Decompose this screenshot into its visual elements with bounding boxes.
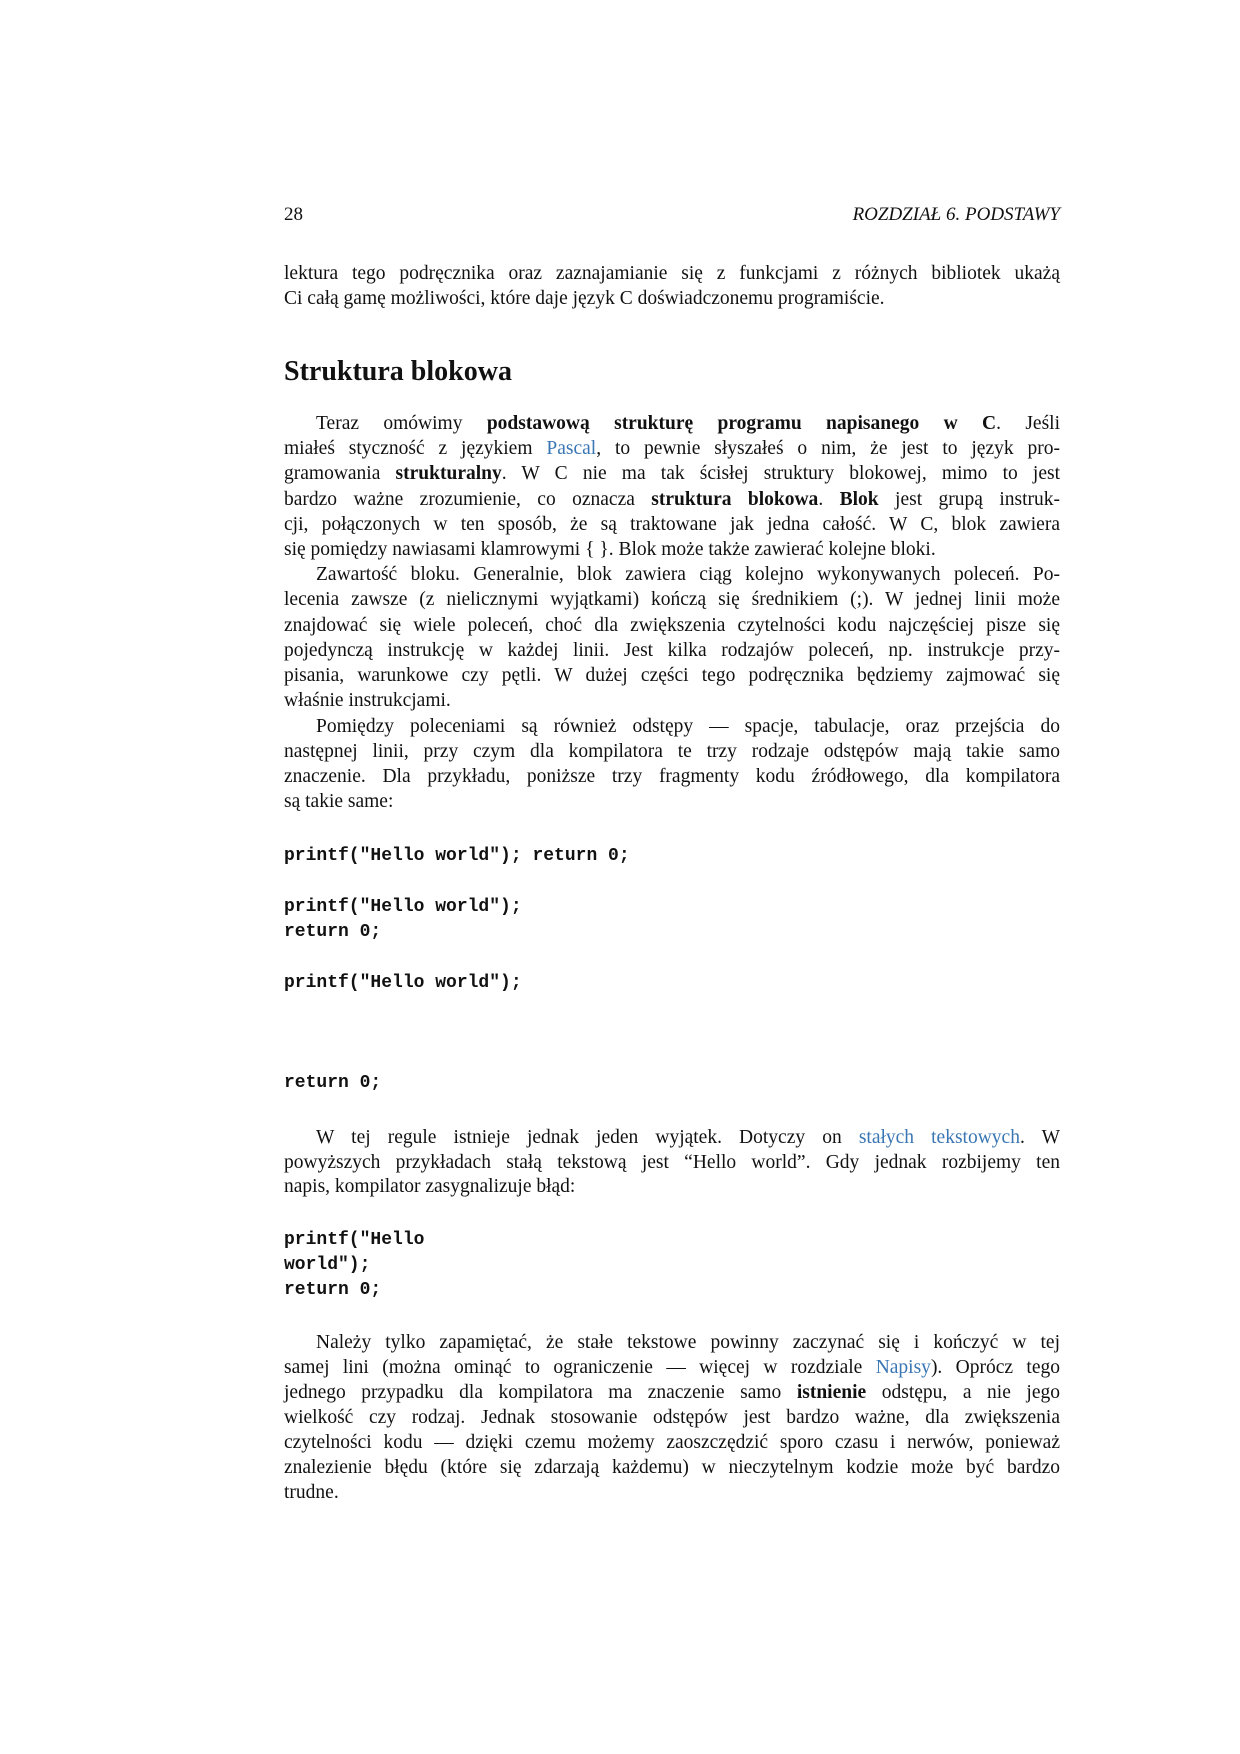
text: . Jeśli [996,413,1061,434]
paragraph-line [284,488,1060,512]
section-title: Struktura blokowa [284,356,512,387]
text: . W [1019,1127,1060,1148]
text: się pomiędzy nawiasami klamrowymi { }. Blok może także zawierać kolejne bloki. [284,539,936,560]
code-line: return 0; [284,1280,382,1300]
text: jest grupą instruk- [878,489,1060,510]
link[interactable]: Napisy [875,1357,931,1378]
bold-text: strukturalny [395,463,502,484]
text: gramowania [284,463,396,484]
paragraph-line [284,614,1060,638]
text: Ci całą gamę możliwości, które daje język C doświadczonemu programiście. [284,288,885,309]
paragraph-line [284,287,1060,311]
paragraph-line [284,790,1060,814]
text: lecenia zawsze (z nielicznymi wyjątkami) kończą się średnikiem (;). W jednej linii może [284,589,1060,610]
code-line: world"); [284,1255,371,1275]
text: . [818,489,840,510]
paragraph-line [284,1406,1060,1430]
text: Teraz omówimy [316,413,487,434]
paragraph-line [284,513,1060,537]
text: czytelności kodu — dzięki czemu możemy zaoszczędzić sporo czasu i nerwów, ponieważ [284,1432,1060,1453]
text: znaczenie. Dla przykładu, poniższe trzy fragmenty kodu źródłowego, dla kompilatora [284,766,1060,787]
text: bardzo ważne zrozumienie, co oznacza [284,489,652,510]
text: . W C nie ma tak ścisłej struktury blokowej, mimo to jest [501,463,1060,484]
text: pojedynczą instrukcję w każdej linii. Jest kilka rodzajów poleceń, np. instrukcje przy- [284,640,1060,661]
text: , to pewnie słyszałeś o nim, że jest to język pro- [596,438,1060,459]
text: jednego przypadku dla kompilatora ma znaczenie samo [284,1382,797,1403]
paragraph-line [316,412,1060,436]
paragraph-line [316,715,1060,739]
text: właśnie instrukcjami. [284,690,451,711]
text: pisania, warunkowe czy pętli. W dużej części tego podręcznika będziemy zajmować się [284,665,1060,686]
text: są takie same: [284,791,394,812]
paragraph-line [284,1175,1060,1199]
paragraph-line [284,1381,1060,1405]
code-line: return 0; [284,1073,382,1093]
text: następnej linii, przy czym dla kompilatora te trzy rodzaje odstępów mają takie samo [284,741,1060,762]
text: samej lini (można ominąć to ograniczenie — więcej w rozdziale [284,1357,876,1378]
code-line: printf("Hello world"); [284,973,522,993]
text: W tej regule istnieje jednak jeden wyjątek. Dotyczy on [316,1127,859,1148]
text: Pomiędzy poleceniami są również odstępy — spacje, tabulacje, oraz przejścia do [316,716,1060,737]
running-header: ROZDZIAŁ 6. PODSTAWY [852,204,1060,225]
paragraph-line [284,1151,1060,1175]
text: znalezienie błędu (które się zdarzają każdemu) w nieczytelnym kodzie może być bardzo [284,1457,1060,1478]
paragraph-line [284,437,1060,461]
link[interactable]: Pascal [546,438,597,459]
link[interactable]: stałych tekstowych [858,1127,1020,1148]
code-line: return 0; [284,922,382,942]
paragraph-line [284,588,1060,612]
text: Należy tylko zapamiętać, że stałe tekstowe powinny zaczynać się i kończyć w tej [316,1332,1060,1353]
text: Zawartość bloku. Generalnie, blok zawiera ciąg kolejno wykonywanych poleceń. Po- [316,564,1060,585]
paragraph-line [284,1356,1060,1380]
paragraph-line [284,639,1060,663]
paragraph-line [284,765,1060,789]
paragraph-line [284,740,1060,764]
paragraph-line [284,689,1060,713]
text: miałeś styczność z językiem [284,438,547,459]
paragraph-line [284,1481,1060,1505]
text: powyższych przykładach stałą tekstową jest “Hello world”. Gdy jednak rozbijemy ten [284,1152,1060,1173]
page-number: 28 [284,204,303,225]
paragraph-line [284,1456,1060,1480]
code-line: printf("Hello world"); [284,897,522,917]
text: trudne. [284,1482,339,1503]
code-line: printf("Hello world"); return 0; [284,846,630,866]
paragraph-line [316,1331,1060,1355]
paragraph-line [316,563,1060,587]
paragraph-line [284,1431,1060,1455]
bold-text: podstawową strukturę programu napisanego w C [486,413,997,434]
text: wielkość czy rodzaj. Jednak stosowanie odstępów jest bardzo ważne, dla zwiększenia [284,1407,1060,1428]
text: cji, połączonych w ten sposób, że są traktowane jak jedna całość. W C, blok zawiera [284,514,1060,535]
paragraph-line [284,664,1060,688]
bold-text: istnienie [796,1382,867,1403]
code-line: printf("Hello [284,1230,425,1250]
paragraph-line [316,1126,1060,1150]
text: napis, kompilator zasygnalizuje błąd: [284,1176,576,1197]
paragraph-line [284,462,1060,486]
text: lektura tego podręcznika oraz zaznajamianie się z funkcjami z różnych bibliotek ukażą [284,263,1060,284]
text: znajdować się wiele poleceń, choć dla zwiększenia czytelności kodu najczęściej pisze się [284,615,1060,636]
bold-text: Blok [839,489,879,510]
text: ). Oprócz tego [930,1357,1060,1378]
paragraph-line [284,538,1060,562]
paragraph-line [284,262,1060,286]
text: odstępu, a nie jego [866,1382,1060,1403]
bold-text: struktura blokowa [651,489,819,510]
